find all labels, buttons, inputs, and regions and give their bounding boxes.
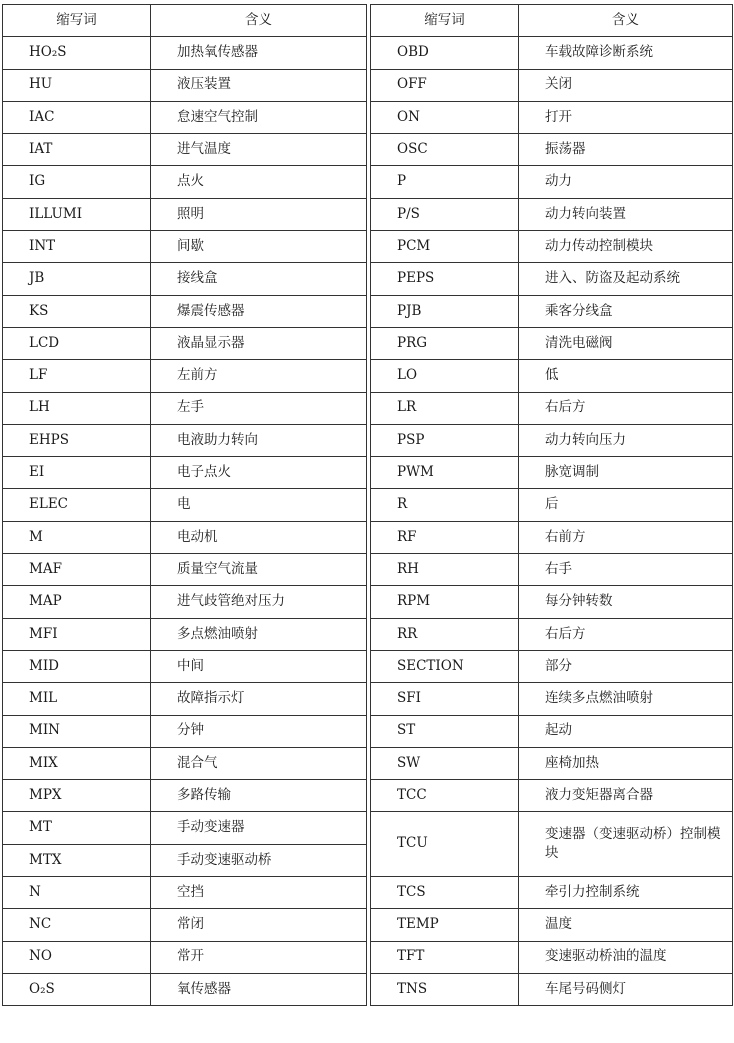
meaning-cell: 变速器（变速驱动桥）控制模块 xyxy=(519,812,733,877)
meaning-cell: 爆震传感器 xyxy=(151,295,367,327)
table-row xyxy=(3,747,733,779)
meaning-cell: 液晶显示器 xyxy=(151,327,367,359)
meaning-cell: 间歇 xyxy=(151,231,367,263)
meaning-cell: 中间 xyxy=(151,650,367,682)
table-row xyxy=(3,521,733,553)
abbr-cell: ST xyxy=(371,715,519,747)
abbr-cell: PSP xyxy=(371,424,519,456)
meaning-cell: 右后方 xyxy=(519,618,733,650)
table-row xyxy=(3,360,733,392)
abbr-cell: P/S xyxy=(371,198,519,230)
meaning-cell: 振荡器 xyxy=(519,134,733,166)
meaning-cell: 打开 xyxy=(519,101,733,133)
meaning-cell: 后 xyxy=(519,489,733,521)
abbr-cell: TNS xyxy=(371,973,519,1005)
header-abbr-right: 缩写词 xyxy=(371,5,519,37)
table-row xyxy=(3,198,733,230)
abbr-cell: N xyxy=(3,877,151,909)
meaning-cell: 进气温度 xyxy=(151,134,367,166)
header-abbr-left: 缩写词 xyxy=(3,5,151,37)
abbr-cell: LO xyxy=(371,360,519,392)
meaning-cell: 手动变速器 xyxy=(151,812,367,844)
table-row xyxy=(3,618,733,650)
meaning-cell: 怠速空气控制 xyxy=(151,101,367,133)
meaning-cell: 手动变速驱动桥 xyxy=(151,844,367,876)
table-row xyxy=(3,650,733,682)
table-row xyxy=(3,973,733,1005)
meaning-cell: 动力转向压力 xyxy=(519,424,733,456)
meaning-cell: 空挡 xyxy=(151,877,367,909)
table-row xyxy=(3,295,733,327)
meaning-cell: 电动机 xyxy=(151,521,367,553)
abbreviation-table-container xyxy=(2,4,732,1006)
meaning-cell: 脉宽调制 xyxy=(519,457,733,489)
table-row xyxy=(3,780,733,812)
meaning-cell: 车尾号码侧灯 xyxy=(519,973,733,1005)
abbr-cell: M xyxy=(3,521,151,553)
table-row xyxy=(3,327,733,359)
meaning-cell: 起动 xyxy=(519,715,733,747)
abbr-cell: SW xyxy=(371,747,519,779)
table-row xyxy=(3,683,733,715)
meaning-cell: 液力变矩器离合器 xyxy=(519,780,733,812)
abbr-cell: NO xyxy=(3,941,151,973)
abbr-cell: NC xyxy=(3,909,151,941)
meaning-cell: 故障指示灯 xyxy=(151,683,367,715)
meaning-cell: 点火 xyxy=(151,166,367,198)
abbr-cell: MIX xyxy=(3,747,151,779)
meaning-cell: 电 xyxy=(151,489,367,521)
meaning-cell: 右手 xyxy=(519,554,733,586)
header-meaning-right: 含义 xyxy=(519,5,733,37)
meaning-cell: 常闭 xyxy=(151,909,367,941)
meaning-cell: 照明 xyxy=(151,198,367,230)
table-row xyxy=(3,69,733,101)
meaning-cell: 进气歧管绝对压力 xyxy=(151,586,367,618)
meaning-cell: 右前方 xyxy=(519,521,733,553)
meaning-cell: 氧传感器 xyxy=(151,973,367,1005)
meaning-cell: 质量空气流量 xyxy=(151,554,367,586)
meaning-cell: 变速驱动桥油的温度 xyxy=(519,941,733,973)
abbr-cell: SFI xyxy=(371,683,519,715)
abbr-cell: ILLUMI xyxy=(3,198,151,230)
meaning-cell: 多点燃油喷射 xyxy=(151,618,367,650)
abbr-cell: IAC xyxy=(3,101,151,133)
abbr-cell: PEPS xyxy=(371,263,519,295)
meaning-cell: 左前方 xyxy=(151,360,367,392)
abbr-cell: RF xyxy=(371,521,519,553)
table-row xyxy=(3,134,733,166)
abbr-cell: LH xyxy=(3,392,151,424)
abbr-cell: SECTION xyxy=(371,650,519,682)
abbr-cell: TFT xyxy=(371,941,519,973)
abbr-cell: LF xyxy=(3,360,151,392)
abbr-cell: MTX xyxy=(3,844,151,876)
table-row xyxy=(3,37,733,69)
table-body xyxy=(3,37,733,1006)
abbr-cell: IG xyxy=(3,166,151,198)
meaning-cell: 连续多点燃油喷射 xyxy=(519,683,733,715)
meaning-cell: 动力 xyxy=(519,166,733,198)
column-divider xyxy=(367,844,371,876)
table-row xyxy=(3,392,733,424)
header-meaning-left: 含义 xyxy=(151,5,367,37)
meaning-cell: 部分 xyxy=(519,650,733,682)
meaning-cell: 右后方 xyxy=(519,392,733,424)
abbr-cell: P xyxy=(371,166,519,198)
table-row xyxy=(3,489,733,521)
abbr-cell: OBD xyxy=(371,37,519,69)
table-row xyxy=(3,263,733,295)
meaning-cell: 混合气 xyxy=(151,747,367,779)
abbr-cell: R xyxy=(371,489,519,521)
meaning-cell: 温度 xyxy=(519,909,733,941)
meaning-cell: 车载故障诊断系统 xyxy=(519,37,733,69)
meaning-cell: 清洗电磁阀 xyxy=(519,327,733,359)
table-row xyxy=(3,231,733,263)
table-row xyxy=(3,941,733,973)
meaning-cell: 动力传动控制模块 xyxy=(519,231,733,263)
abbr-cell: O₂S xyxy=(3,973,151,1005)
abbr-cell: INT xyxy=(3,231,151,263)
abbr-cell: PJB xyxy=(371,295,519,327)
abbr-cell: PRG xyxy=(371,327,519,359)
meaning-cell: 左手 xyxy=(151,392,367,424)
abbr-cell: MT xyxy=(3,812,151,844)
meaning-cell: 多路传输 xyxy=(151,780,367,812)
meaning-cell: 电液助力转向 xyxy=(151,424,367,456)
meaning-cell: 进入、防盗及起动系统 xyxy=(519,263,733,295)
meaning-cell: 电子点火 xyxy=(151,457,367,489)
abbr-cell: RR xyxy=(371,618,519,650)
abbr-cell: TCS xyxy=(371,877,519,909)
abbr-cell: TEMP xyxy=(371,909,519,941)
table-row xyxy=(3,586,733,618)
meaning-cell: 座椅加热 xyxy=(519,747,733,779)
abbr-cell: ON xyxy=(371,101,519,133)
abbr-cell: RH xyxy=(371,554,519,586)
abbr-cell: OFF xyxy=(371,69,519,101)
table-row xyxy=(3,909,733,941)
meaning-cell: 加热氧传感器 xyxy=(151,37,367,69)
table-row xyxy=(3,554,733,586)
abbr-cell: PWM xyxy=(371,457,519,489)
abbr-cell: MFI xyxy=(3,618,151,650)
table-row xyxy=(3,457,733,489)
abbr-cell: LR xyxy=(371,392,519,424)
abbr-cell: MAF xyxy=(3,554,151,586)
abbr-cell: ELEC xyxy=(3,489,151,521)
abbr-cell: OSC xyxy=(371,134,519,166)
header-row xyxy=(3,5,733,37)
meaning-cell: 关闭 xyxy=(519,69,733,101)
abbr-cell: EHPS xyxy=(3,424,151,456)
abbreviation-table xyxy=(2,4,733,1006)
abbr-cell: PCM xyxy=(371,231,519,263)
abbr-cell: MIL xyxy=(3,683,151,715)
abbr-cell: MAP xyxy=(3,586,151,618)
abbr-cell: RPM xyxy=(371,586,519,618)
abbr-cell: MPX xyxy=(3,780,151,812)
abbr-cell: JB xyxy=(3,263,151,295)
meaning-cell: 液压装置 xyxy=(151,69,367,101)
table-row xyxy=(3,166,733,198)
table-row xyxy=(3,715,733,747)
meaning-cell: 动力转向装置 xyxy=(519,198,733,230)
table-row xyxy=(3,877,733,909)
abbr-cell: MIN xyxy=(3,715,151,747)
abbr-cell: LCD xyxy=(3,327,151,359)
table-row xyxy=(3,424,733,456)
meaning-cell: 低 xyxy=(519,360,733,392)
abbr-cell: HU xyxy=(3,69,151,101)
abbr-cell: TCC xyxy=(371,780,519,812)
meaning-cell: 乘客分线盒 xyxy=(519,295,733,327)
table-row xyxy=(3,812,733,844)
abbr-cell: TCU xyxy=(371,812,519,877)
abbr-cell: MID xyxy=(3,650,151,682)
abbr-cell: EI xyxy=(3,457,151,489)
abbr-cell: KS xyxy=(3,295,151,327)
meaning-cell: 常开 xyxy=(151,941,367,973)
abbr-cell: IAT xyxy=(3,134,151,166)
meaning-cell: 牵引力控制系统 xyxy=(519,877,733,909)
abbr-cell: HO₂S xyxy=(3,37,151,69)
table-row xyxy=(3,101,733,133)
meaning-cell: 每分钟转数 xyxy=(519,586,733,618)
meaning-cell: 分钟 xyxy=(151,715,367,747)
meaning-cell: 接线盒 xyxy=(151,263,367,295)
